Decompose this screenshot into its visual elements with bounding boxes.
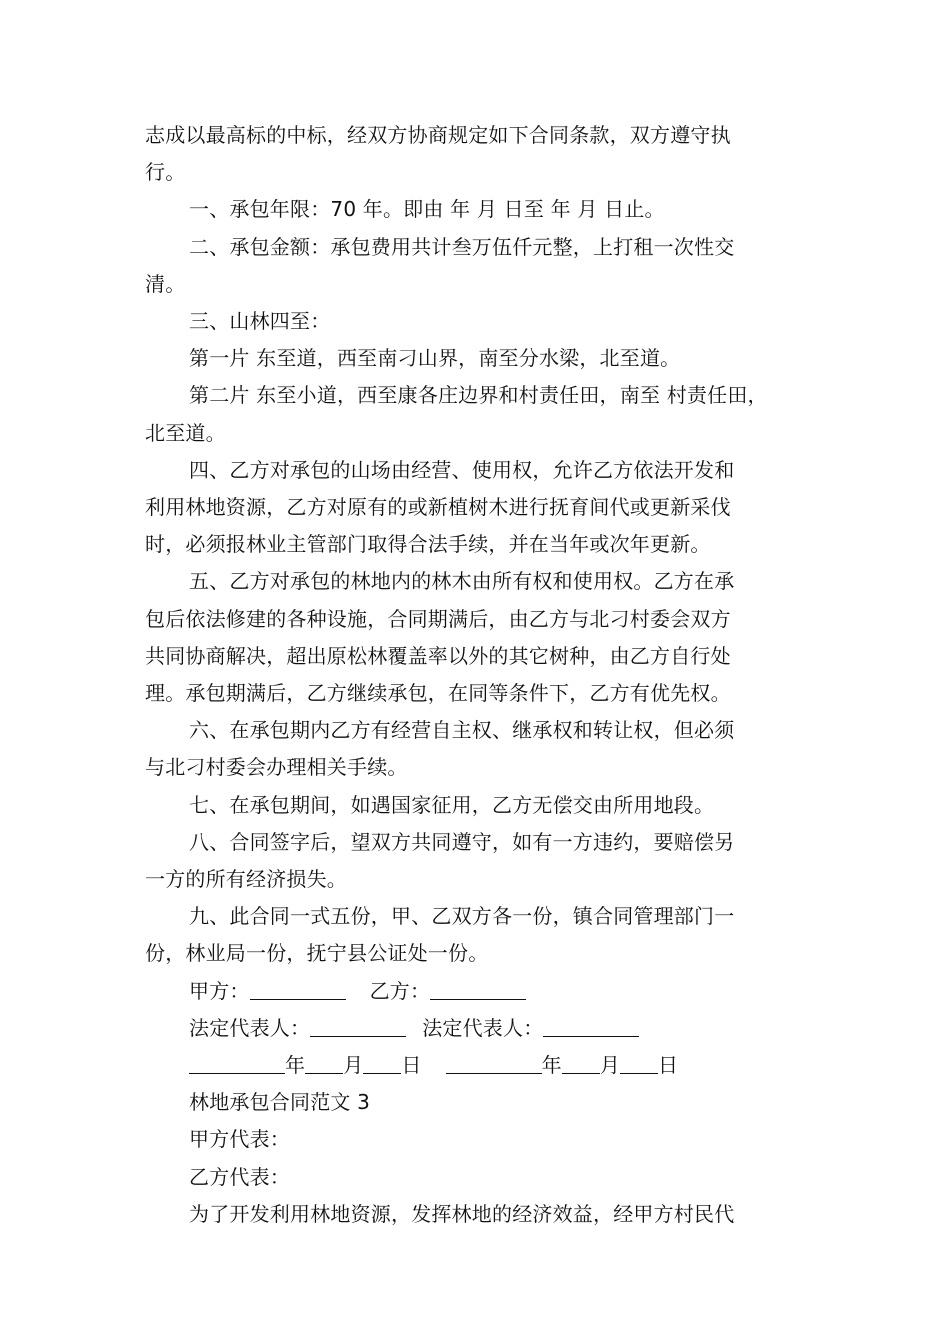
day-label: 日 bbox=[401, 1053, 422, 1078]
party-a-label: 甲方： bbox=[189, 978, 250, 1003]
body-line: 清。 bbox=[145, 271, 186, 296]
signature-date-row bbox=[145, 1047, 810, 1084]
body-line: 与北刁村委会办理相关手续。 bbox=[145, 755, 408, 780]
clause-7-expropriation: 七、在承包期间，如遇国家征用，乙方无偿交由所用地段。 bbox=[189, 792, 715, 817]
clause-4-usage-rights: 四、乙方对承包的山场由经营、使用权，允许乙方依法开发和 bbox=[189, 457, 735, 482]
clause-3-boundaries: 三、山林四至： bbox=[189, 309, 331, 334]
clause-1-term: 一、承包年限：70 年。即由 年 月 日至 年 月 日止。 bbox=[189, 197, 665, 222]
clause-9-copies: 九、此合同一式五份，甲、乙双方各一份，镇合同管理部门一 bbox=[189, 904, 735, 929]
year-label: 年 bbox=[285, 1053, 306, 1078]
body-line: 份，林业局一份，抚宁县公证处一份。 bbox=[145, 941, 489, 966]
party-b-blank bbox=[430, 977, 526, 1000]
date-a-year-blank bbox=[189, 1051, 285, 1074]
body-line: 北至道。 bbox=[145, 420, 226, 445]
legal-rep-b-blank bbox=[543, 1014, 639, 1037]
month-label: 月 bbox=[599, 1053, 621, 1078]
year-label: 年 bbox=[541, 1053, 562, 1078]
boundary-parcel-1: 第一片 东至道，西至南刁山界，南至分水梁，北至道。 bbox=[189, 346, 681, 371]
body-line: 志成以最高标的中标，经双方协商规定如下合同条款，双方遵守执 bbox=[145, 123, 731, 147]
boundary-parcel-2: 第二片 东至小道，西至康各庄边界和村责任田，南至 村责任田， bbox=[189, 383, 768, 408]
date-b-year-blank bbox=[446, 1051, 542, 1074]
document-page bbox=[145, 117, 810, 1233]
body-line: 行。 bbox=[145, 160, 186, 185]
legal-rep-a-blank bbox=[310, 1014, 406, 1037]
date-a-month-blank bbox=[305, 1051, 343, 1074]
party-a-representative: 甲方代表： bbox=[189, 1127, 290, 1152]
month-label: 月 bbox=[343, 1053, 364, 1078]
day-label: 日 bbox=[658, 1053, 679, 1078]
body-line: 共同协商解决，超出原松林覆盖率以外的其它树种，由乙方自行处 bbox=[145, 643, 731, 668]
party-b-representative: 乙方代表： bbox=[189, 1164, 290, 1189]
body-line: 一方的所有经济损失。 bbox=[145, 867, 347, 892]
date-a-day-blank bbox=[363, 1051, 401, 1074]
party-b-label: 乙方： bbox=[369, 978, 431, 1003]
clause-8-breach: 八、合同签字后，望双方共同遵守，如有一方违约，要赔偿另 bbox=[189, 829, 735, 854]
clause-6-transfer: 六、在承包期内乙方有经营自主权、继承权和转让权，但必须 bbox=[189, 718, 735, 743]
legal-rep-b-label: 法定代表人： bbox=[422, 1015, 544, 1040]
date-b-day-blank bbox=[620, 1051, 658, 1074]
signature-legal-rep-row bbox=[145, 1010, 810, 1047]
signature-parties-row bbox=[145, 973, 810, 1010]
body-line: 利用林地资源，乙方对原有的或新植树木进行抚育间代或更新采伐 bbox=[145, 495, 731, 520]
clause-5-ownership: 五、乙方对承包的林地内的林木由所有权和使用权。乙方在承 bbox=[189, 569, 735, 594]
body-line: 理。承包期满后，乙方继续承包，在同等条件下，乙方有优先权。 bbox=[145, 681, 731, 706]
date-b-month-blank bbox=[562, 1051, 600, 1074]
body-line: 包后依法修建的各种设施，合同期满后，由乙方与北刁村委会双方 bbox=[145, 606, 731, 631]
section-3-title: 林地承包合同范文 3 bbox=[189, 1090, 371, 1115]
body-line: 时，必须报林业主管部门取得合法手续，并在当年或次年更新。 bbox=[145, 532, 711, 557]
party-a-blank bbox=[250, 977, 346, 1000]
legal-rep-a-label: 法定代表人： bbox=[189, 1015, 311, 1040]
clause-2-amount: 二、承包金额：承包费用共计叁万伍仟元整，上打租一次性交 bbox=[189, 234, 735, 259]
section-3-intro: 为了开发利用林地资源，发挥林地的经济效益，经甲方村民代 bbox=[189, 1201, 735, 1226]
